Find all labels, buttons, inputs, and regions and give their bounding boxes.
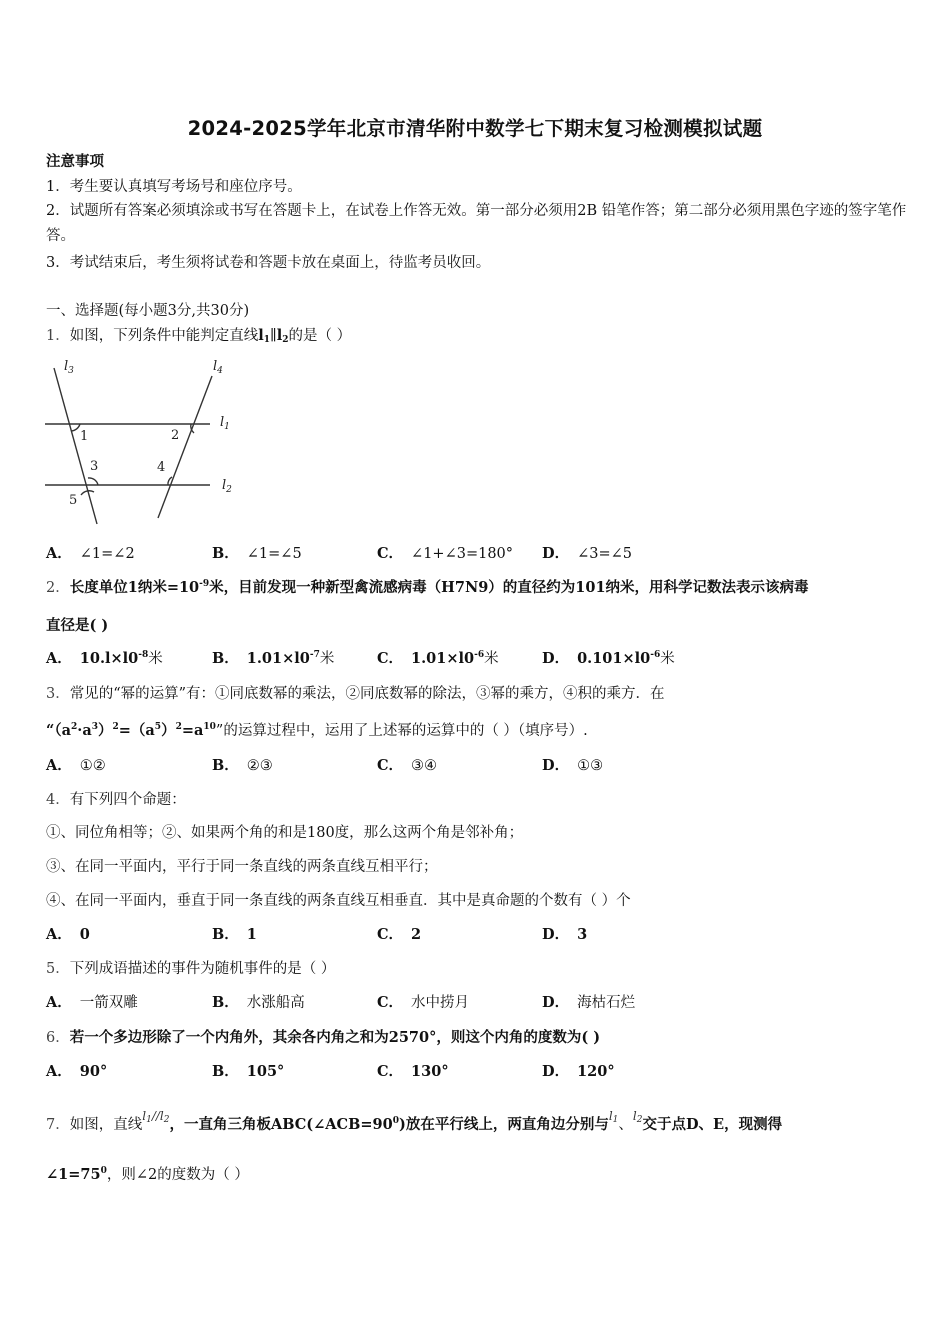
notice-item-2: 2．试题所有答案必须填涂或书写在答题卡上，在试卷上作答无效。第一部分必须用2B 铅笔作答；第二部分必须用黑色字迹的签字笔作答。 (46, 203, 907, 244)
question-3-stem: 3．常见的“幂的运算”有：①同底数幂的乘法，②同底数幂的除法，③幂的乘方，④积的乘方．在 (46, 686, 665, 702)
q4-option-a[interactable]: A． 0 (46, 926, 90, 943)
q6-option-b[interactable]: B． 105° (212, 1063, 285, 1080)
question-number: 7． (46, 1117, 70, 1133)
question-7-stem: 7．如图，直线$^{l_1//l_2}$，一直角三角板$ABC(\angle ACB=90^0)$放在平行线上，两直角边分别与$^{l_1}$、$^{l_2}$交于点D、E，现测得 (46, 1109, 783, 1133)
angle-label-4: 4 (157, 460, 166, 475)
q3-option-b[interactable]: B． ②③ (212, 757, 273, 774)
q3-option-a[interactable]: A． ①② (46, 757, 106, 774)
q2-option-b[interactable]: B． $1.01\times l0^{-7}$米 (212, 650, 335, 667)
q2-option-c[interactable]: C． $1.01\times l0^{-6}$米 (377, 650, 499, 667)
q1-option-d[interactable]: D． ∠3=∠5 (542, 545, 632, 562)
q1-option-b[interactable]: B． ∠1=∠5 (212, 545, 302, 562)
angle-label-1: 1 (80, 429, 89, 444)
question-number: 3． (46, 686, 70, 702)
q2-option-a[interactable]: A． $10.l\times l0^{-8}$米 (46, 650, 163, 667)
label-l4: $l_4$ (213, 359, 223, 376)
q5-option-b[interactable]: B． 水涨船高 (212, 994, 305, 1011)
q1-option-c[interactable]: C． ∠1+∠3=180° (377, 545, 514, 562)
q4-option-d[interactable]: D． 3 (542, 926, 588, 943)
label-l2: $l_2$ (222, 478, 232, 495)
question-6-stem: 6．若一个多边形除了一个内角外，其余各内角之和为2570°，则这个内角的度数为( ) (46, 1029, 601, 1046)
angle-1-arc (71, 424, 80, 431)
angle-3-arc (88, 478, 98, 485)
q5-option-d[interactable]: D． 海枯石烂 (542, 994, 636, 1011)
question-3-formula: “$(a^2\cdot a^3)^2=(a^5)^2=a^{10}$”的运算过程中，运用了上述幂的运算中的（ ）（填序号）. (46, 722, 588, 739)
question-number: 1． (46, 328, 70, 344)
q6-option-a[interactable]: A． 90° (46, 1063, 108, 1080)
question-4-stem: 4．有下列四个命题： (46, 792, 186, 808)
label-l1: $l_1$ (220, 415, 230, 432)
angle-label-5: 5 (69, 493, 78, 508)
angle-label-3: 3 (90, 459, 99, 474)
question-2-stem: 2．长度单位1纳米$=10^{-9}$米，目前发现一种新型禽流感病毒（H7N9）的直径约为101纳米，用科学记数法表示该病毒 (46, 579, 809, 596)
question-number: 2． (46, 580, 70, 596)
q4-option-b[interactable]: B． 1 (212, 926, 257, 943)
notice-item-1: 1．考生要认真填写考场号和座位序号。 (46, 179, 302, 195)
question-number: 6． (46, 1030, 70, 1046)
q3-option-c[interactable]: C． ③④ (377, 757, 438, 774)
question-7-stem-cont: $\angle 1=75^0$，则∠2的度数为（ ） (46, 1166, 249, 1183)
notice-heading: 注意事项 (46, 153, 104, 170)
line-l4 (158, 376, 212, 518)
q5-option-c[interactable]: C． 水中捞月 (377, 994, 470, 1011)
q5-option-a[interactable]: A． 一箭双雕 (46, 994, 138, 1011)
q3-option-d[interactable]: D． ①③ (542, 757, 604, 774)
question-4-statement-4: ④、在同一平面内，垂直于同一条直线的两条直线互相垂直．其中是真命题的个数有（ ）个 (46, 893, 631, 909)
q4-option-c[interactable]: C． 2 (377, 926, 422, 943)
q1-option-a[interactable]: A． ∠1=∠2 (46, 545, 135, 562)
q6-option-d[interactable]: D． 120° (542, 1063, 615, 1080)
question-1-stem: 1．如图，下列条件中能判定直线$l_1\parallel l_2$的是（ ） (46, 327, 352, 345)
question-4-statement-1: ①、同位角相等；②、如果两个角的和是180度，那么这两个角是邻补角； (46, 825, 524, 841)
question-number: 5． (46, 961, 70, 977)
question-2-stem-cont: 直径是( ) (46, 617, 109, 634)
label-l3: $l_3$ (64, 359, 74, 376)
question-number: 4． (46, 792, 70, 808)
angle-label-2: 2 (171, 428, 180, 443)
question-5-stem: 5．下列成语描述的事件为随机事件的是（ ） (46, 961, 336, 977)
question-4-statement-3: ③、在同一平面内，平行于同一条直线的两条直线互相平行； (46, 859, 438, 875)
notice-item-3: 3．考试结束后，考生须将试卷和答题卡放在桌面上，待监考员收回。 (46, 255, 491, 271)
section-heading: 一、选择题(每小题3分,共30分) (46, 303, 250, 319)
angle-5-arc (81, 491, 94, 495)
question-1-figure (40, 356, 250, 528)
page-title: 2024-2025学年北京市清华附中数学七下期末复习检测模拟试题 (187, 117, 763, 140)
q2-option-d[interactable]: D． $0.101\times l0^{-6}$米 (542, 650, 675, 667)
q6-option-c[interactable]: C． 130° (377, 1063, 449, 1080)
